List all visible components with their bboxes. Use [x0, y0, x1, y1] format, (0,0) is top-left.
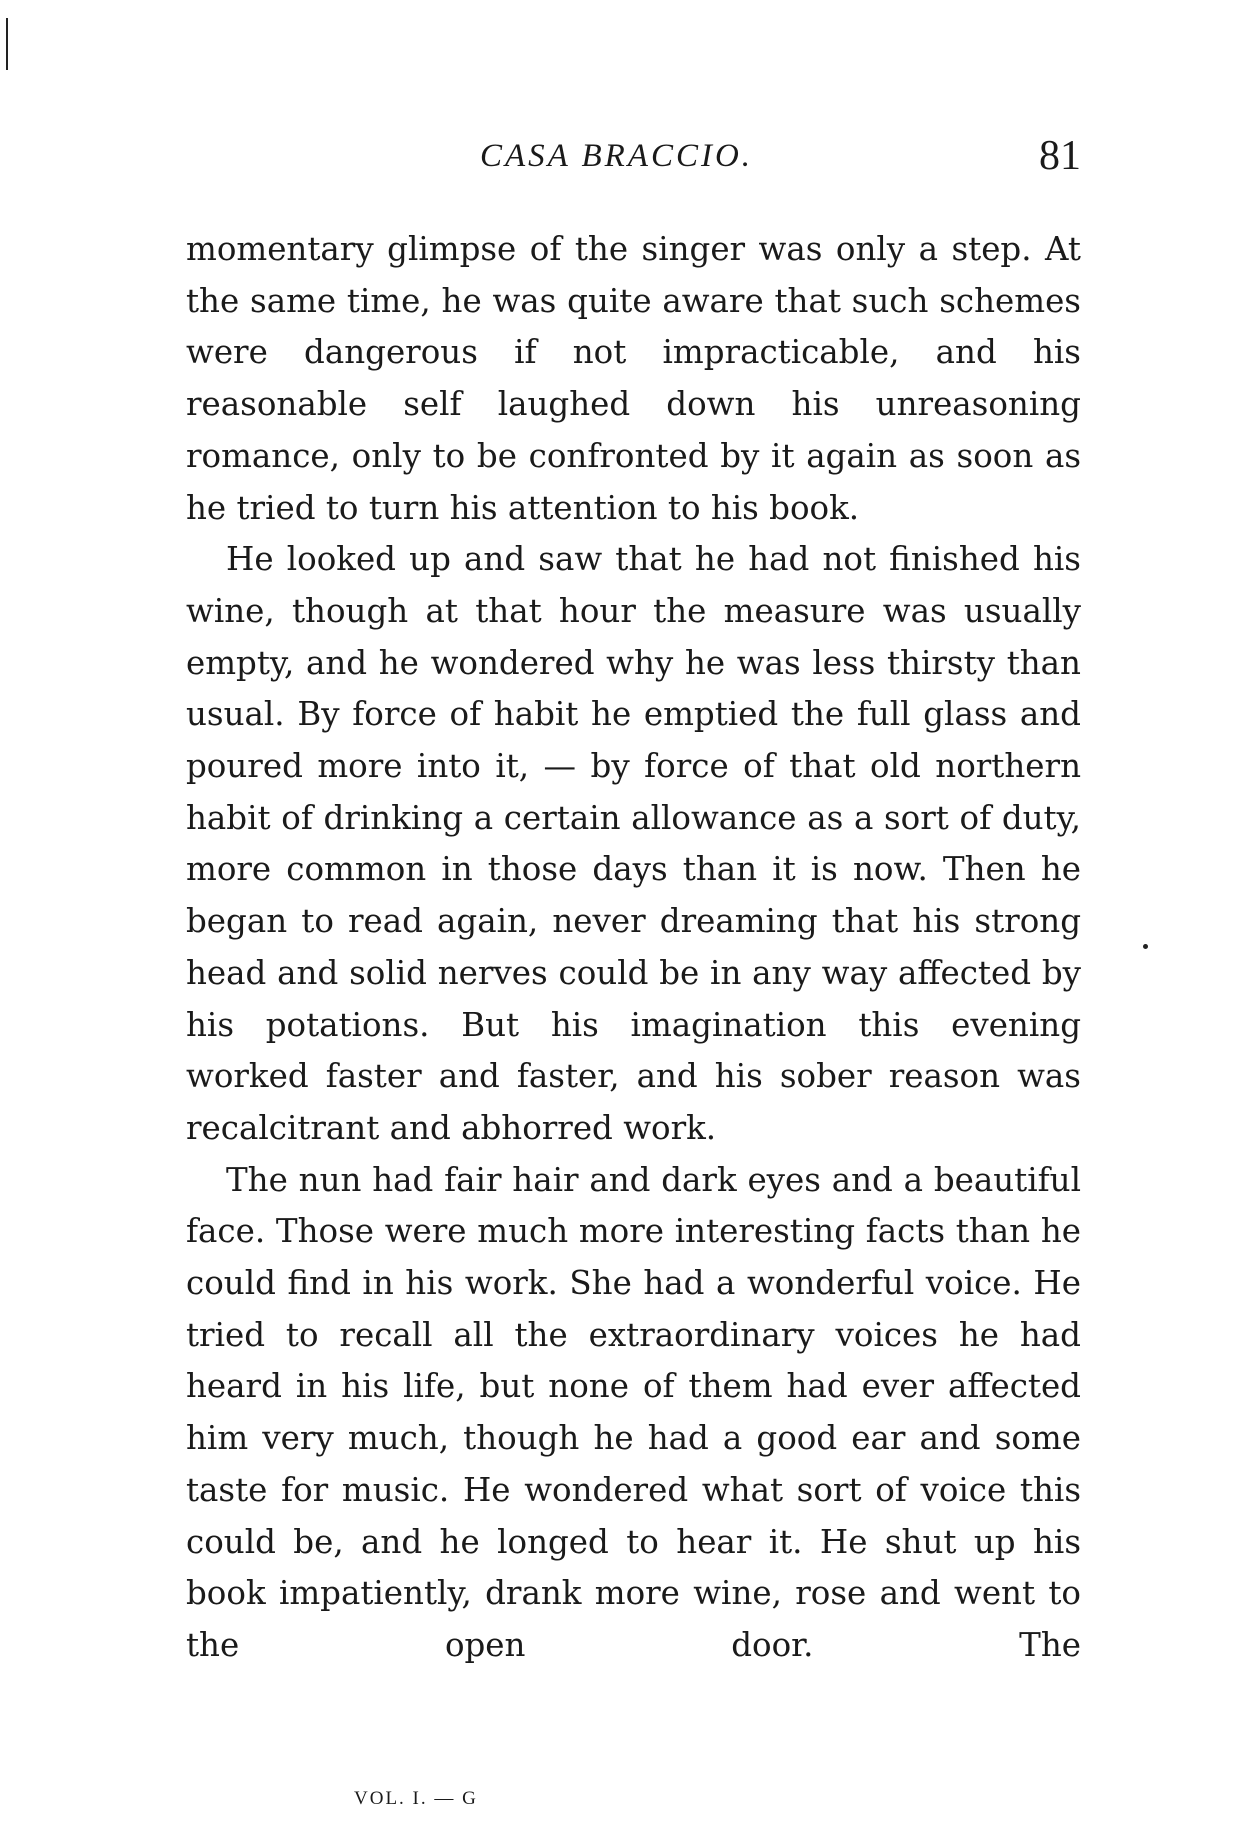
ink-speck	[1143, 944, 1148, 949]
page-edge-mark	[6, 18, 8, 70]
paragraph-1: momentary glimpse of the singer was only a step. At the same time, he was quite aware that such schemes were dangerous if not impracticable, and his reasonable self laughed down his unreasoning romance, only to be confronted by it again as soon as he tried to turn his attention to his book.	[186, 230, 1081, 527]
paragraph-2: He looked up and saw that he had not finished his wine, though at that hour the measure was usually empty, and he wondered why he was less thirsty than usual. By force of habit he emptied the full glass and poured more into it, — by force of that old northern habit of drinking a certain allowance as a sort of duty, more common in those days than it is now. Then he began to read again, never dreaming that his strong head and solid nerves could be in any way affected by his potations. But his imagination this evening worked faster and faster, and his sober reason was recalcitrant and abhorred work.	[186, 540, 1081, 1147]
running-head	[186, 133, 1081, 188]
paragraph-3: The nun had fair hair and dark eyes and a beautiful face. Those were much more interesting facts than he could find in his work. She had a wonderful voice. He tried to recall all the extraordinary voices he had heard in his life, but none of them had ever affected him very much, though he had a good ear and some taste for music. He wondered what sort of voice this could be, and he longed to hear it. He shut up his book impatiently, drank more wine, rose and went to the open door. The	[186, 1160, 1081, 1664]
signature-mark: VOL. I. — G	[354, 1788, 478, 1809]
running-title: CASA BRACCIO.	[480, 138, 754, 174]
page-number: 81	[1039, 133, 1081, 179]
body-text	[186, 224, 1081, 1672]
